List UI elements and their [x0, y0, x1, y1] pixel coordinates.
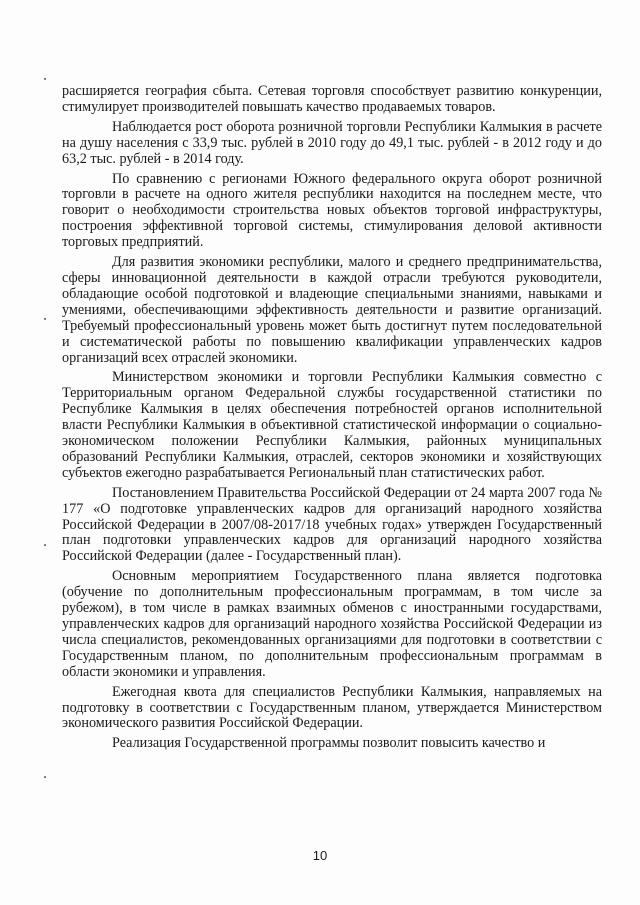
scan-speck: [44, 78, 46, 80]
page-number: 10: [312, 848, 328, 863]
paragraph-7: Основным мероприятием Государственного плана является подготовка (обучение по дополнительным профессиональным программам, в том числе за рубежом), в том числе в рамках взаимных обменов с иностранными государствами, управленческих кадров для организаций народного хозяйства Российской Федерации из числа специалистов, рекомендованных организациями для подготовки в соответствии с Государственным планом, по дополнительным профессиональным программам в области экономики и управления.: [62, 568, 602, 680]
scan-speck: [44, 544, 46, 546]
paragraph-2: Наблюдается рост оборота розничной торговли Республики Калмыкия в расчете на душу населения с 33,9 тыс. рублей в 2010 году до 49,1 тыс. рублей - в 2012 году и до 63,2 тыс. рублей - в 2014 году.: [62, 118, 602, 167]
scan-speck: [44, 318, 46, 320]
paragraph-6: Постановлением Правительства Российской Федерации от 24 марта 2007 года № 177 «О подготовке управленческих кадров для организаций народного хозяйства Российской Федерации в 2007/08-2017/18 учебных годах» утвержден Государственный план подготовки управленческих кадров для организаций народного хозяйства Российской Федерации (далее - Государственный план).: [62, 484, 602, 565]
paragraph-4: Для развития экономики республики, малого и среднего предпринимательства, сферы инновационной деятельности в каждой отрасли требуются руководители, обладающие особой подготовкой и владеющие специальными знаниями, навыками и умениями, обеспечивающими эффективность деятельности и развитие организаций. Требуемый профессиональный уровень может быть достигнут путем последовательной и систематической работы по повышению квалификации управленческих кадров организаций всех отраслей экономики.: [62, 254, 602, 366]
scan-speck: [44, 776, 46, 778]
document-body: [62, 84, 602, 756]
paragraph-3: По сравнению с регионами Южного федерального округа оборот розничной торговли в расчете на одного жителя республики находится на последнем месте, что говорит о необходимости строительства новых объектов торговой инфраструктуры, построения эффективной торговой системы, стимулирования деловой активности торговых предприятий.: [62, 170, 602, 251]
paragraph-1: расширяется география сбыта. Сетевая торговля способствует развитию конкуренции, стимулирует производителей повышать качество продаваемых товаров.: [62, 83, 602, 115]
paragraph-8: Ежегодная квота для специалистов Республики Калмыкия, направляемых на подготовку в соответствии с Государственным планом, утверждается Министерством экономического развития Российской Федерации.: [62, 683, 602, 732]
paragraph-5: Министерством экономики и торговли Республики Калмыкия совместно с Территориальным органом Федеральной службы государственной статистики по Республике Калмыкия в целях обеспечения потребностей органов исполнительной власти Республики Калмыкия в объективной статистической информации о социально-экономическом положении Республики Калмыкия, районных муниципальных образований Республики Калмыкия, отраслей, секторов экономики и хозяйствующих субъектов ежегодно разрабатывается Региональный план статистических работ.: [62, 369, 602, 481]
paragraph-9: Реализация Государственной программы позволит повысить качество и: [112, 735, 546, 752]
